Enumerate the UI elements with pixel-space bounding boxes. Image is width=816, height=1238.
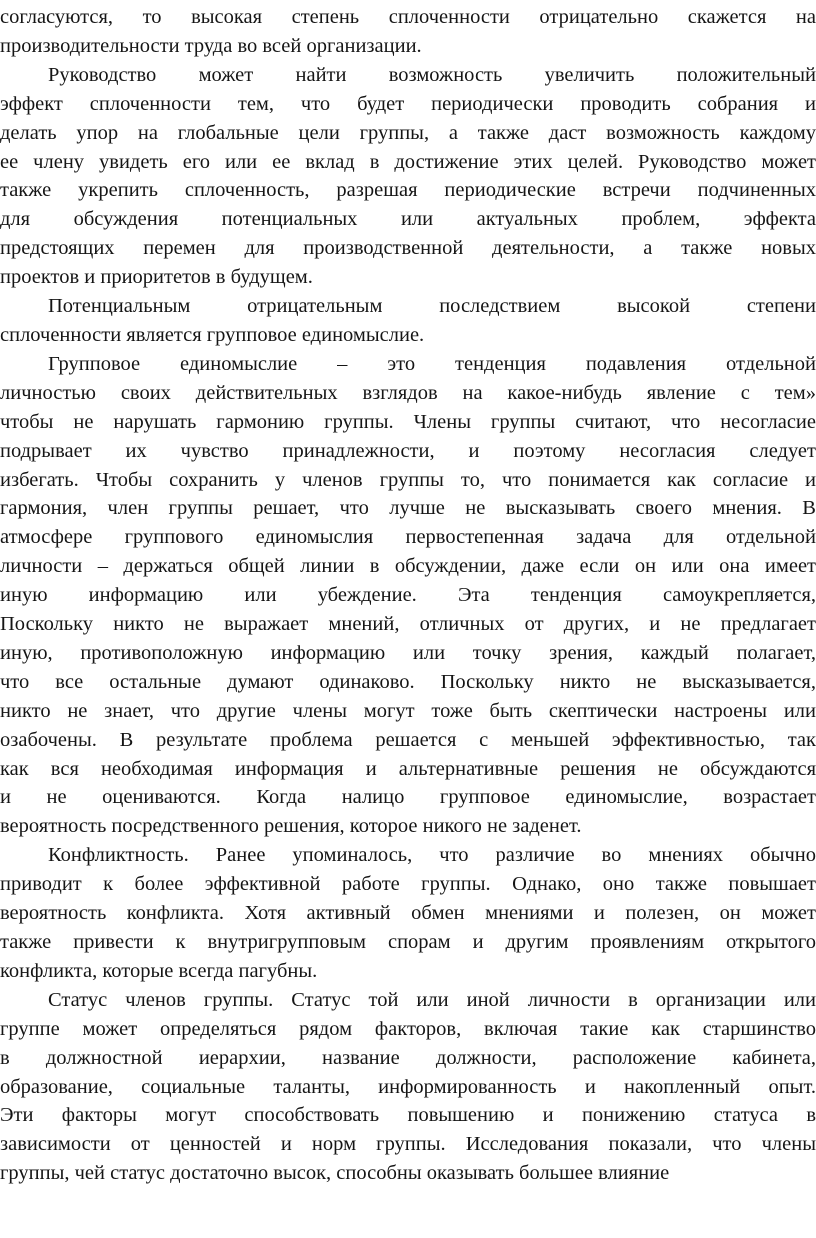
text-line: группе может определяться рядом факторов, включая такие как старшинство <box>0 1017 816 1040</box>
text-line: проектов и приоритетов в будущем. <box>0 266 313 289</box>
text-line: гармония, член группы решает, что лучше не высказывать своего мнения. В <box>0 497 816 520</box>
text-line: также укрепить сплоченность, разрешая периодические встречи подчиненных <box>0 179 816 202</box>
text-line: атмосфере группового единомыслия первостепенная задача для отдельной <box>0 526 816 549</box>
text-line: зависимости от ценностей и норм группы. Исследования показали, что члены <box>0 1133 816 1156</box>
text-line: избегать. Чтобы сохранить у членов группы то, что понимается как согласие и <box>0 468 816 491</box>
text-line: предстоящих перемен для производственной деятельности, а также новых <box>0 237 816 260</box>
text-line: конфликта, которые всегда пагубны. <box>0 959 318 982</box>
text-line: делать упор на глобальные цели группы, а также даст возможность каждому <box>0 121 816 144</box>
text-line: что все остальные думают одинаково. Поскольку никто не высказывается, <box>0 670 816 693</box>
text-line: в должностной иерархии, название должности, расположение кабинета, <box>0 1046 816 1069</box>
text-line: никто не знает, что другие члены могут тоже быть скептически настроены или <box>0 699 816 722</box>
paragraph <box>0 350 816 841</box>
text-line: производительности труда во всей организации. <box>0 34 422 57</box>
text-line: Потенциальным отрицательным последствием высокой степени <box>48 295 816 318</box>
paragraph <box>0 3 816 61</box>
text-line: Эти факторы могут способствовать повышению и понижению статуса в <box>0 1104 816 1127</box>
text-line: Руководство может найти возможность увеличить положительный <box>48 63 816 86</box>
text-line: образование, социальные таланты, информированность и накопленный опыт. <box>0 1075 816 1098</box>
text-line: иную информацию или убеждение. Эта тенденция самоукрепляется, <box>0 584 816 607</box>
text-line: также привести к внутригрупповым спорам и другим проявлениям открытого <box>0 931 816 953</box>
text-line: озабочены. В результате проблема решается с меньшей эффективностью, так <box>0 728 816 751</box>
text-line: личности – держаться общей линии в обсуждении, даже если он или она имеет <box>0 555 816 578</box>
text-line: Конфликтность. Ранее упоминалось, что различие во мнениях обычно <box>48 844 816 867</box>
text-line: вероятность посредственного решения, которое никого не заденет. <box>0 815 582 838</box>
text-line: и не оцениваются. Когда налицо групповое единомыслие, возрастает <box>0 786 816 809</box>
text-line: эффект сплоченности тем, что будет периодически проводить собрания и <box>0 92 816 115</box>
paragraph <box>0 841 816 986</box>
text-line: ее члену увидеть его или ее вклад в достижение этих целей. Руководство может <box>0 150 816 173</box>
paragraph <box>0 61 816 292</box>
text-line: личностью своих действительных взглядов на какое-нибудь явление с тем» <box>0 381 816 404</box>
text-line: согласуются, то высокая степень сплоченности отрицательно скажется на <box>0 6 816 28</box>
text-line: Статус членов группы. Статус той или иной личности в организации или <box>48 988 816 1011</box>
text-line: для обсуждения потенциальных или актуальных проблем, эффекта <box>0 208 816 231</box>
text-line: чтобы не нарушать гармонию группы. Члены группы считают, что несогласие <box>0 410 816 433</box>
text-line: иную, противоположную информацию или точку зрения, каждый полагает, <box>0 641 816 664</box>
text-line: сплоченности является групповое единомыслие. <box>0 323 425 346</box>
text-line: подрывает их чувство принадлежности, и поэтому несогласия следует <box>0 439 816 462</box>
text-line: Групповое единомыслие – это тенденция подавления отдельной <box>48 352 816 375</box>
text-line: как вся необходимая информация и альтернативные решения не обсуждаются <box>0 757 816 780</box>
paragraph <box>0 292 816 350</box>
text-line: группы, чей статус достаточно высок, способны оказывать большее влияние <box>0 1162 670 1185</box>
paragraph <box>0 986 816 1188</box>
text-line: вероятность конфликта. Хотя активный обмен мнениями и полезен, он может <box>0 902 816 925</box>
text-line: приводит к более эффективной работе группы. Однако, оно также повышает <box>0 873 816 896</box>
text-line: Поскольку никто не выражает мнений, отличных от других, и не предлагает <box>0 613 816 636</box>
